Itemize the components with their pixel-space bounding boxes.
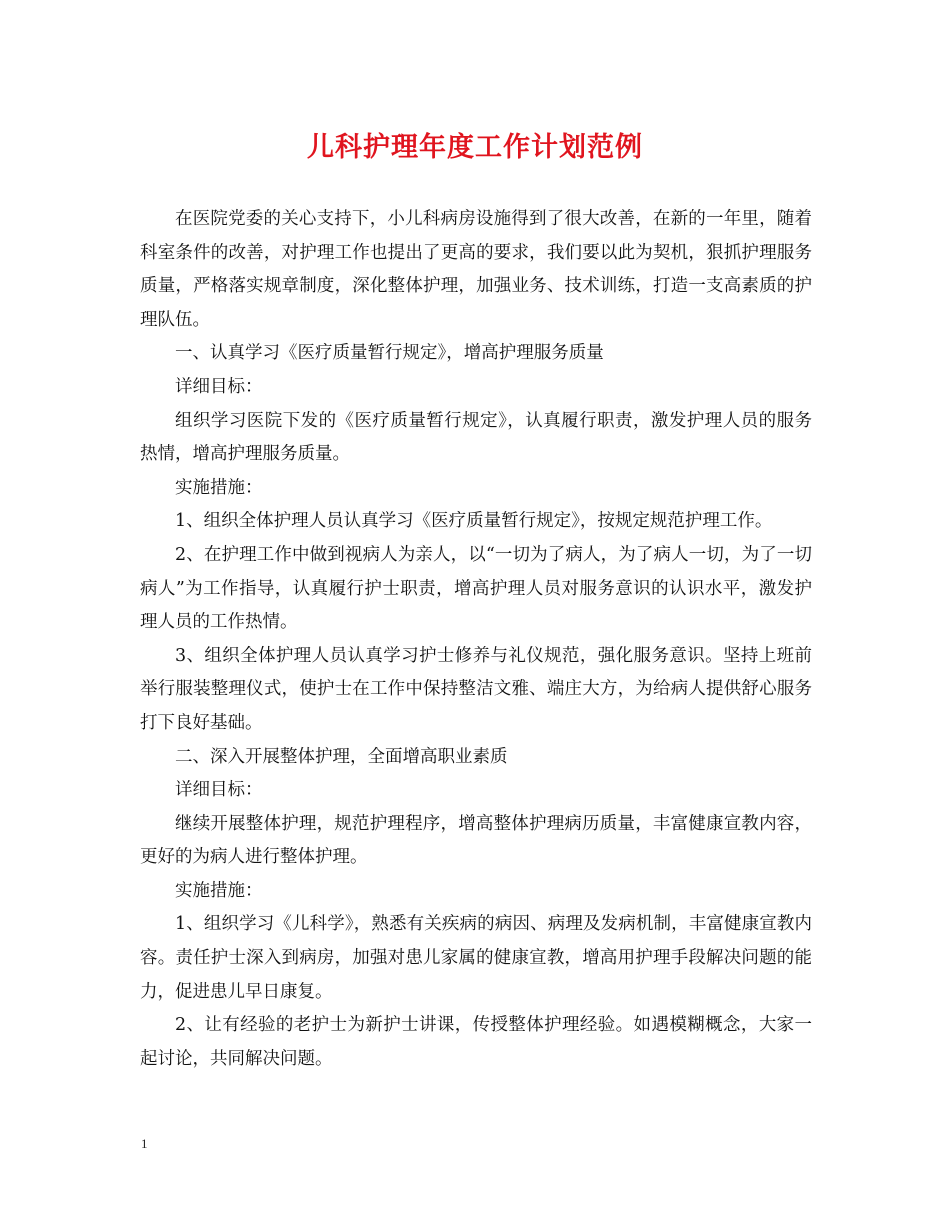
- section-heading-1: 一、认真学习《医疗质量暂行规定》，增高护理服务质量: [175, 343, 604, 364]
- subheading-goal-2: 详细目标：: [175, 780, 263, 801]
- subheading-measures-2: 实施措施：: [175, 880, 263, 901]
- measure-item-1-3: 3、组织全体护理人员认真学习护士修养与礼仪规范，强化服务意识。坚持上班前举行服装整理仪式，使护士在工作中保持整洁文雅、端庄大方，为给病人提供舒心服务打下良好基础。: [140, 645, 812, 733]
- page-number: 1: [141, 1136, 148, 1151]
- paragraph-intro: 在医院党委的关心支持下，小儿科病房设施得到了很大改善，在新的一年里，随着科室条件的改善，对护理工作也提出了更高的要求，我们要以此为契机，狠抓护理服务质量，严格落实规章制度，深化整体护理，加强业务、技术训练，打造一支高素质的护理队伍。: [140, 209, 812, 330]
- measure-item-1-2: 2、在护理工作中做到视病人为亲人，以“一切为了病人，为了病人一切，为了一切病人”为工作指导，认真履行护士职责，增高护理人员对服务意识的认识水平，激发护理人员的工作热情。: [140, 544, 812, 633]
- measure-item-1-1: 1、组织全体护理人员认真学习《医疗质量暂行规定》，按规定规范护理工作。: [175, 511, 773, 532]
- measure-item-2-1: 1、组织学习《儿科学》，熟悉有关疾病的病因、病理及发病机制，丰富健康宣教内容。责任护士深入到病房，加强对患儿家属的健康宣教，增高用护理手段解决问题的能力，促进患儿早日康复。: [140, 914, 812, 1002]
- paragraph-goal-1: 组织学习医院下发的《医疗质量暂行规定》，认真履行职责，激发护理人员的服务热情，增高护理服务质量。: [140, 410, 812, 465]
- subheading-measures-1: 实施措施：: [175, 477, 263, 498]
- document-title: 儿科护理年度工作计划范例: [307, 132, 643, 163]
- measure-item-2-2: 2、让有经验的老护士为新护士讲课，传授整体护理经验。如遇模糊概念，大家一起讨论，共同解决问题。: [140, 1015, 812, 1069]
- subheading-goal-1: 详细目标：: [175, 376, 263, 397]
- document-body: [140, 203, 812, 1076]
- paragraph-goal-2: 继续开展整体护理，规范护理程序，增高整体护理病历质量，丰富健康宣教内容，更好的为病人进行整体护理。: [140, 813, 812, 868]
- section-heading-2: 二、深入开展整体护理，全面增高职业素质: [175, 746, 508, 767]
